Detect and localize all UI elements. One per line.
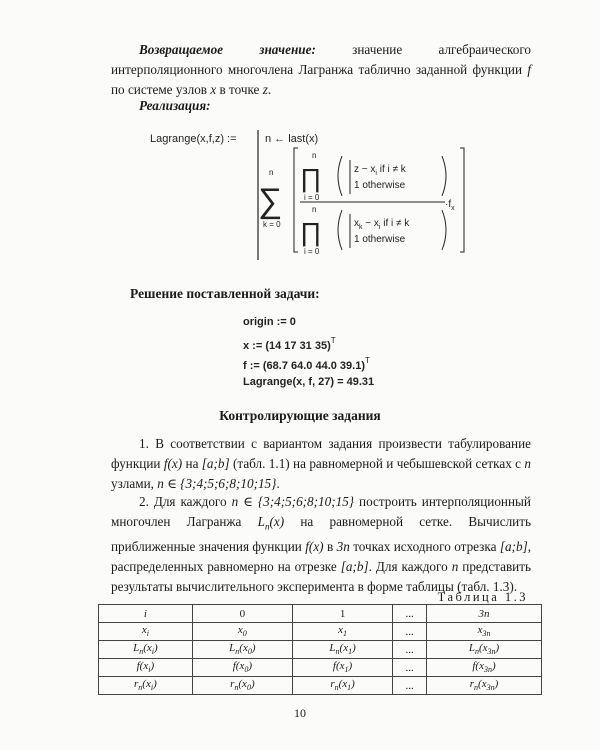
lagrange-lhs: Lagrange(x,f,z) :=: [150, 133, 237, 145]
table-cell: $x_{3n}$: [427, 623, 542, 641]
svg-text:n: n: [312, 151, 317, 160]
table-row: [99, 659, 542, 677]
table-row: [99, 677, 542, 695]
table-cell: $x_0$: [192, 623, 292, 641]
return-value-paragraph: Возвращаемое значение: значение алгебраического интерполяционного многочлена Лагранжа таблично заданной функции f по системе узлов x в точке z.: [111, 42, 531, 97]
svg-text:1 otherwise: 1 otherwise: [354, 234, 406, 245]
svg-text:n: n: [312, 205, 317, 214]
table-cell: $f(x_1)$: [292, 659, 392, 677]
implementation-heading: Реализация:: [139, 98, 211, 113]
table-cell: $L_n(x_0)$: [192, 641, 292, 659]
table-cell: $f(x_0)$: [192, 659, 292, 677]
lagrange-line1: n ← last(x): [265, 133, 319, 145]
svg-text:z − xi if i ≠ k: $z - x_i$ if i ≠ k: [354, 164, 406, 177]
table-cell: $r_n(x_1)$: [292, 677, 392, 695]
svg-text:i = 0: i = 0: [304, 247, 320, 256]
table-cell: $r_n(x_{3n})$: [427, 677, 542, 695]
x-definition: x := (14 17 31 35)$^T$: [243, 336, 336, 352]
table-row: [99, 641, 542, 659]
table-cell: $f(x_i)$: [99, 659, 193, 677]
table-cell: 1: [292, 605, 392, 623]
svg-text:i = 0: i = 0: [304, 193, 320, 202]
product-symbol-denominator: ∏: [300, 217, 322, 247]
table-cell: i: [99, 605, 193, 623]
f-definition: f := (68.7 64.0 44.0 39.1)$^T$: [243, 356, 370, 372]
table-cell: 0: [192, 605, 292, 623]
table-cell: 3n: [427, 605, 542, 623]
task-2-paragraph: 2. Для каждого n ∈ {3;4;5;6;8;10;15} построить интерполяционный многочлен Лагранжа $L_n(x)$ на равномерной сетке. Вычислить приближенные значения функции f(x) в 3n точках исходного отрезка [a;b], распределенных равномерно на отрезке [a;b]. Для каждого n представить результаты вычислительного эксперимента в форме таблицы (табл. 1.3).: [111, 494, 532, 594]
table-cell: $L_n(x_i)$: [99, 641, 193, 659]
table-cell: $r_n(x_i)$: [99, 677, 193, 695]
table-cell: $L_n(x_1)$: [292, 641, 392, 659]
control-heading: Контролирующие задания: [219, 408, 381, 423]
svg-text:k = 0: k = 0: [263, 220, 281, 229]
svg-text:·fx: $\cdot f_x$: [445, 199, 455, 212]
table-cell: ...: [393, 623, 427, 641]
page-number: 10: [294, 706, 306, 720]
table-cell: ...: [393, 605, 427, 623]
table-cell: $x_i$: [99, 623, 193, 641]
table-1-3: [98, 604, 542, 695]
table-cell: $x_1$: [292, 623, 392, 641]
table-header-row: [99, 605, 542, 623]
origin-line: origin := 0: [243, 316, 296, 328]
lagrange-result: Lagrange(x, f, 27) = 49.31: [243, 376, 375, 388]
table-cell: $f(x_{3n})$: [427, 659, 542, 677]
table-cell: ...: [393, 677, 427, 695]
table-caption: Таблица 1.3: [437, 590, 528, 604]
svg-text:xk − xi if i ≠ k: $x_k - x_i$ if i ≠ k: [354, 218, 410, 231]
table-cell: ...: [393, 659, 427, 677]
table-row: [99, 623, 542, 641]
table-cell: $r_n(x_0)$: [192, 677, 292, 695]
return-value-label: Возвращаемое значение:: [139, 42, 316, 57]
lagrange-definition: [0, 120, 600, 270]
sum-symbol: ∑: [258, 182, 283, 220]
product-symbol-numerator: ∏: [300, 163, 322, 193]
svg-text:1 otherwise: 1 otherwise: [354, 180, 406, 191]
svg-text:n: n: [269, 168, 274, 177]
table-cell: $L_n(x_{3n})$: [427, 641, 542, 659]
task-1-paragraph: 1. В соответствии с вариантом задания произвести табулирование функции f(x) на [a;b] (табл. 1.1) на равномерной и чебышевской сетках с n узлами, n ∈ {3;4;5;6;8;10;15}.: [111, 436, 531, 491]
table-cell: ...: [393, 641, 427, 659]
solution-heading: Решение поставленной задачи:: [130, 286, 320, 301]
